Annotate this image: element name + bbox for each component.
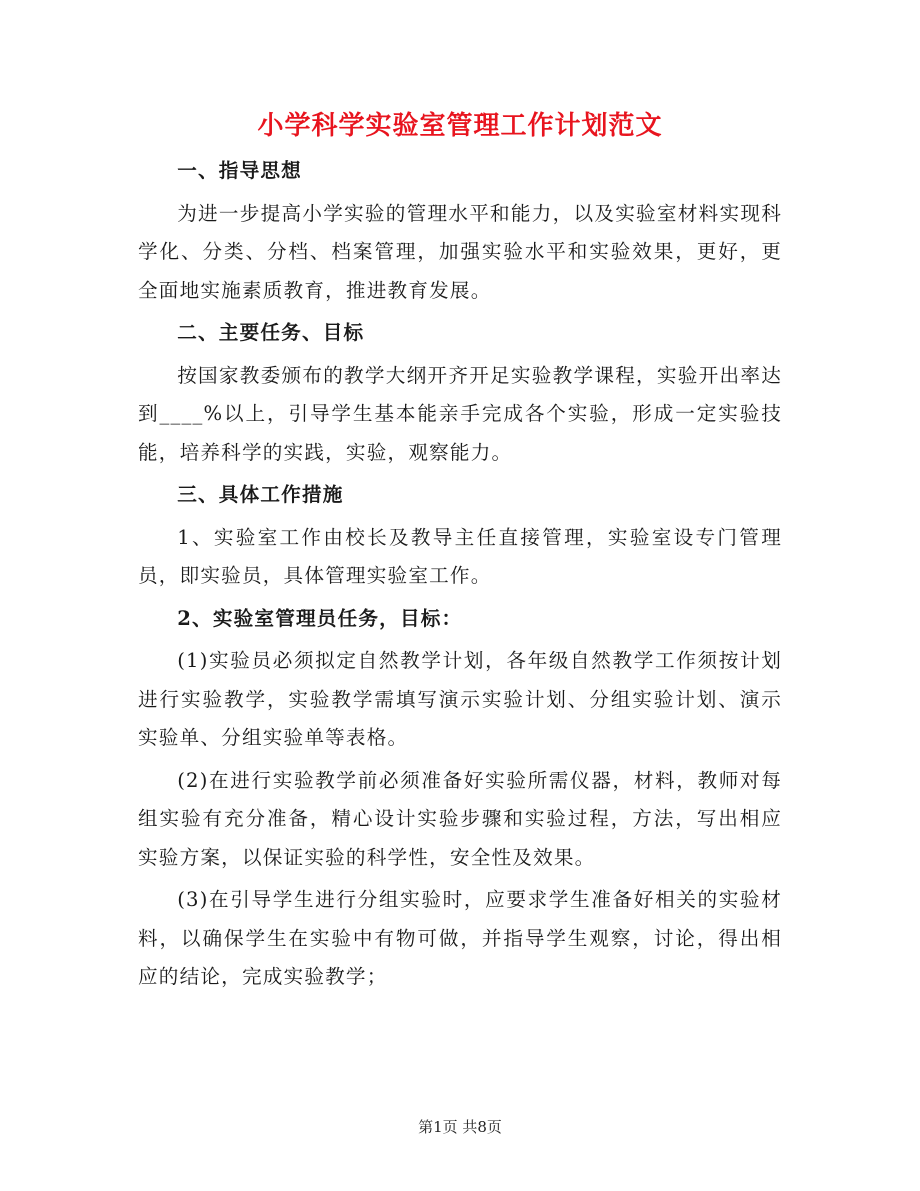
measure-item-1: 1、实验室工作由校长及教导主任直接管理，实验室设专门管理员，即实验员，具体管理实验室工作。	[138, 525, 782, 587]
list-item: (3)在引导学生进行分组实验时，应要求学生准备好相关的实验材料，以确保学生在实验中有物可做，并指导学生观察，讨论，得出相应的结论，完成实验教学；	[138, 888, 782, 988]
section-heading-measures: 三、具体工作措施	[177, 483, 344, 506]
list-item: (1)实验员必须拟定自然教学计划，各年级自然教学工作须按计划进行实验教学，实验教学需填写演示实验计划、分组实验计划、演示实验单、分组实验单等表格。	[138, 649, 782, 749]
section-heading-guiding-thought: 一、指导思想	[177, 159, 302, 182]
measure-subheading-2: 2、实验室管理员任务，目标：	[177, 606, 463, 630]
section-paragraph: 为进一步提高小学实验的管理水平和能力，以及实验室材料实现科学化、分类、分档、档案管理，加强实验水平和实验效果，更好，更全面地实施素质教育，推进教育发展。	[138, 201, 782, 302]
document-body	[138, 152, 782, 1001]
list-item: (2)在进行实验教学前必须准备好实验所需仪器，材料，教师对每组实验有充分准备，精心设计实验步骤和实验过程，方法，写出相应实验方案，以保证实验的科学性，安全性及效果。	[138, 768, 782, 869]
page-number-footer: 第1页 共8页	[418, 1118, 502, 1136]
section-paragraph: 按国家教委颁布的教学大纲开齐开足实验教学课程，实验开出率达到____%以上，引导学生基本能亲手完成各个实验，形成一定实验技能，培养科学的实践，实验，观察能力。	[138, 363, 782, 464]
document-title: 小学科学实验室管理工作计划范文	[257, 111, 663, 141]
section-heading-main-tasks: 二、主要任务、目标	[177, 321, 365, 344]
